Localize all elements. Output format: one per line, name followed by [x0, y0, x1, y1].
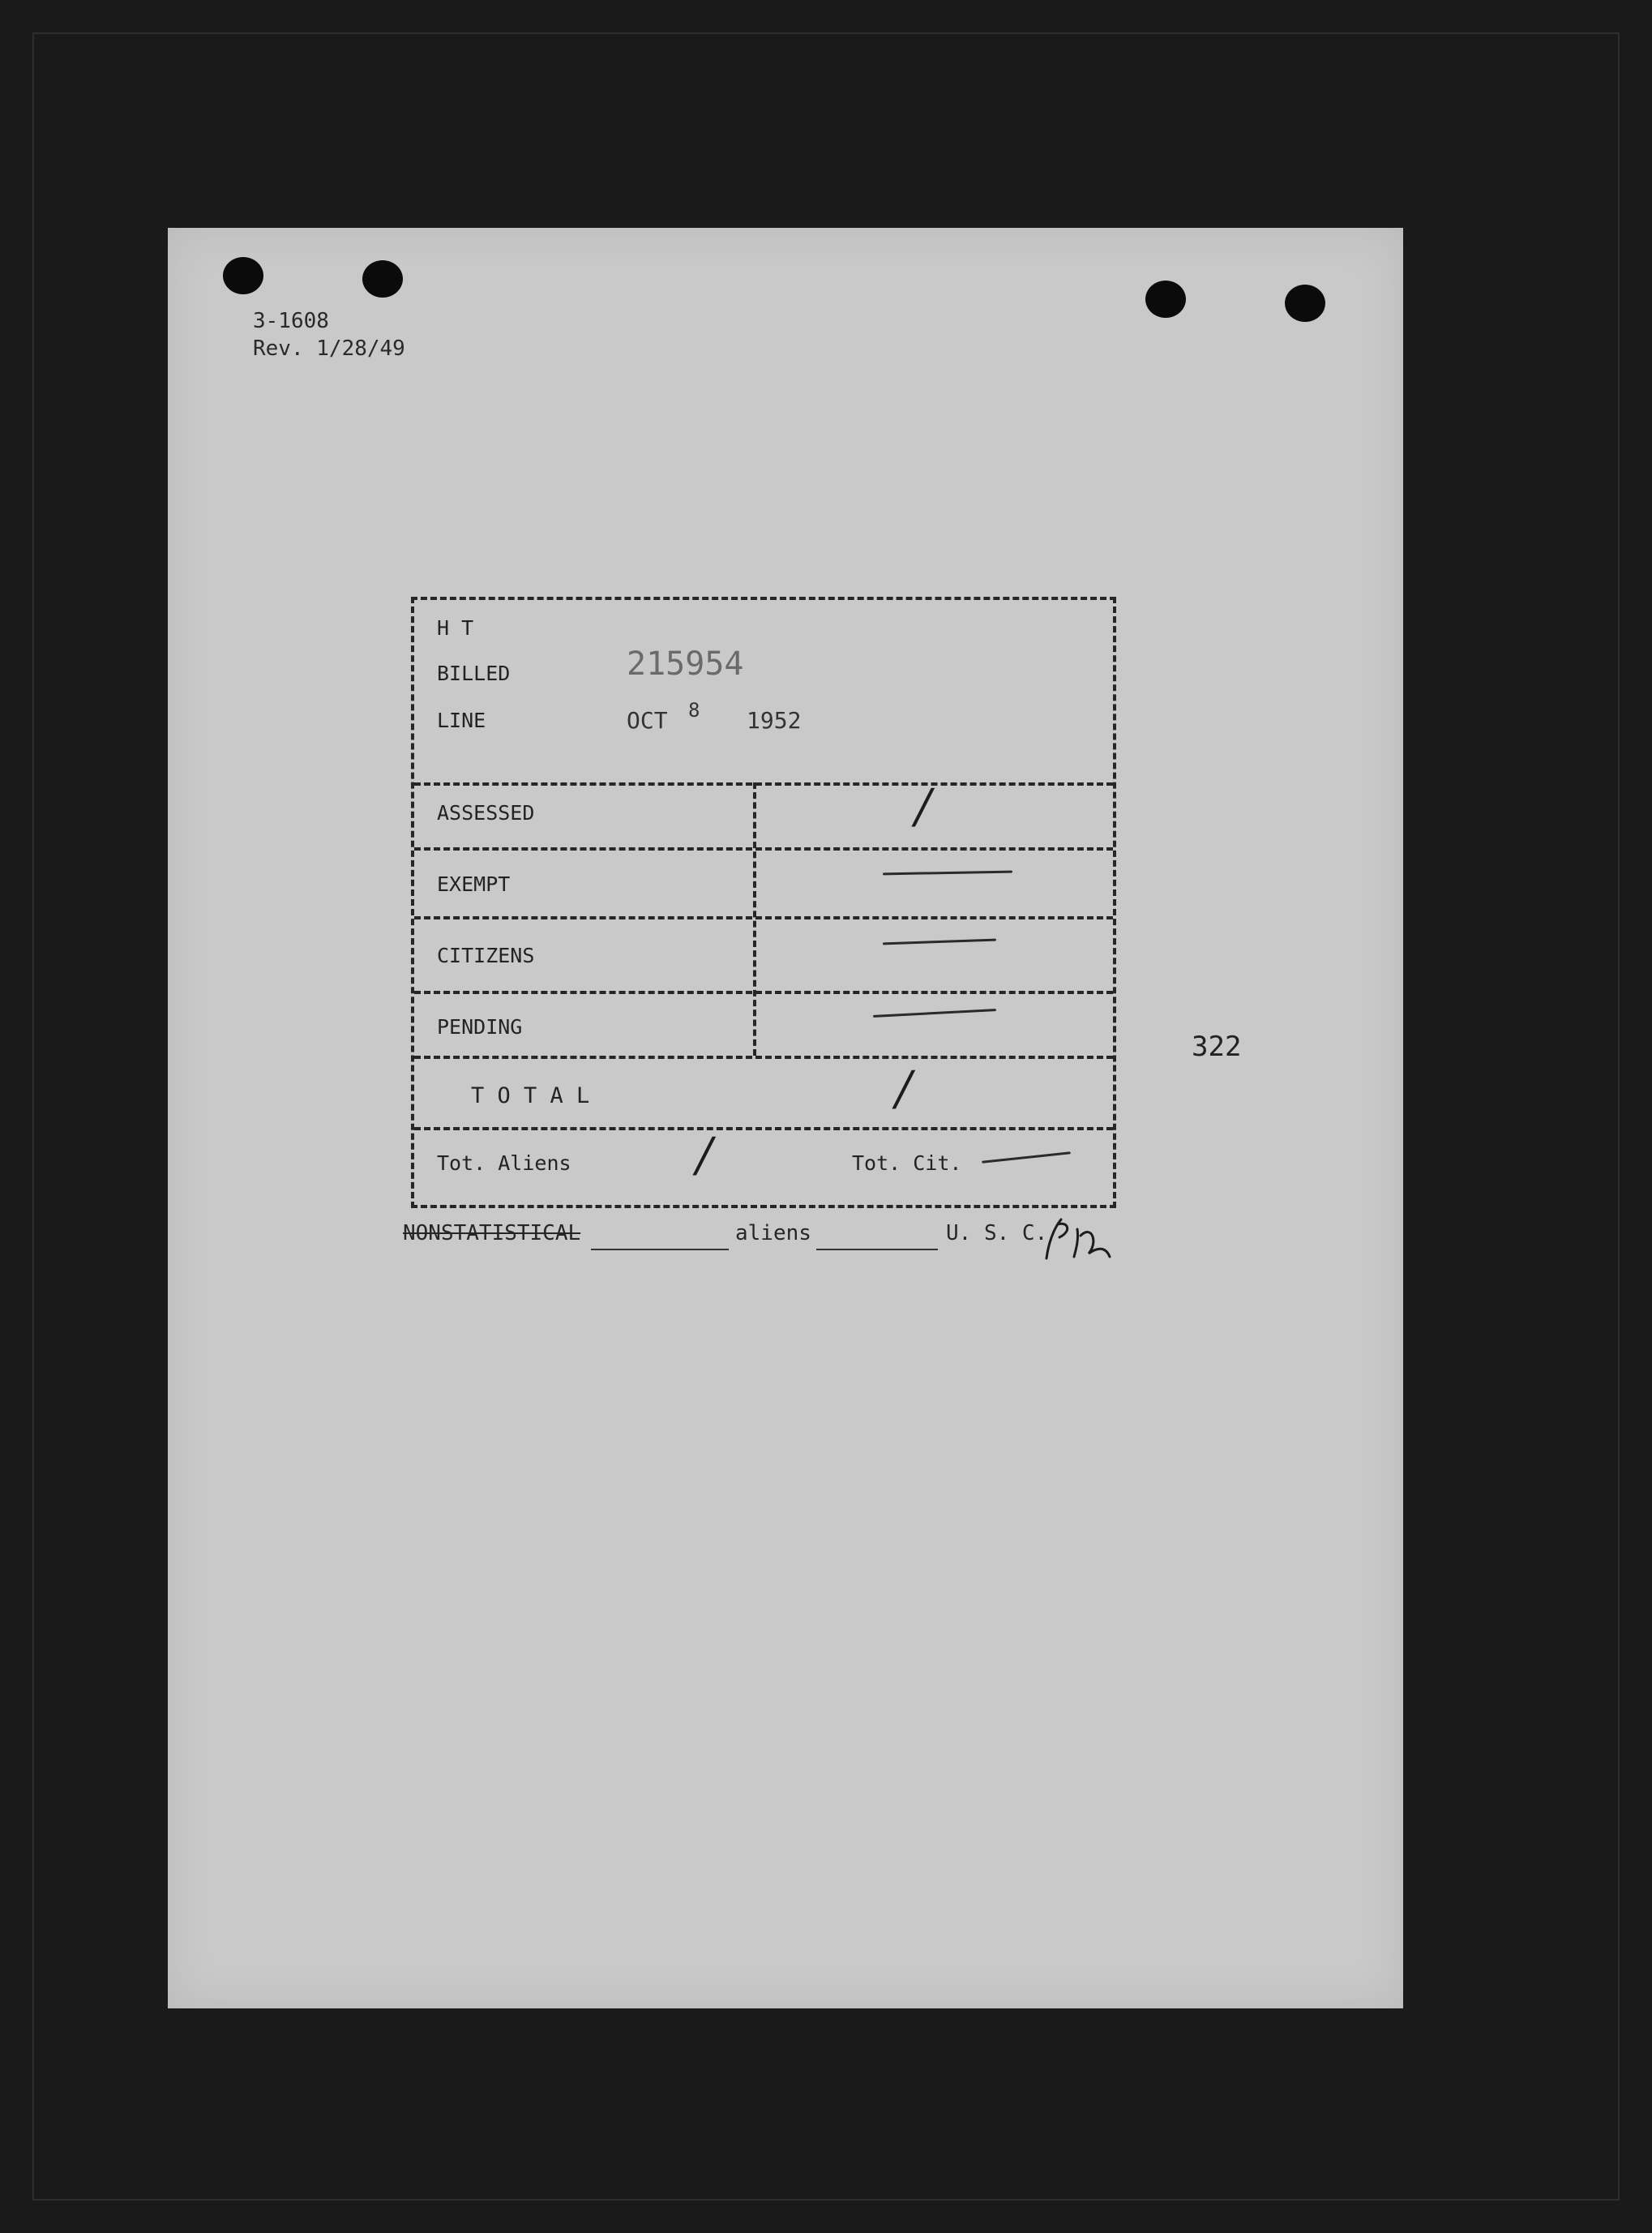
total-label: T O T A L: [471, 1083, 590, 1108]
nonstatistical-row: [403, 1213, 1132, 1262]
aliens-blank: [816, 1249, 938, 1250]
row-label-pending: PENDING: [437, 1015, 523, 1039]
nonstatistical-label: NONSTATISTICAL: [403, 1221, 581, 1245]
row-label-citizens: CITIZENS: [437, 944, 535, 967]
punch-hole-4: [1285, 285, 1325, 322]
line-date-year: 1952: [747, 707, 802, 734]
initials-signature: [1043, 1213, 1124, 1262]
header-line-line: LINE: [437, 709, 486, 732]
header-line-ht: H T: [437, 616, 474, 640]
divider: [414, 1056, 1113, 1059]
row-value-citizens-mark: [883, 939, 996, 945]
total-value: /: [896, 1061, 912, 1116]
form-code: 3-1608: [253, 309, 329, 333]
usc-label: U. S. C.: [946, 1221, 1048, 1245]
form-revision: Rev. 1/28/49: [253, 336, 405, 361]
row-value-assessed: /: [915, 778, 931, 834]
column-divider: [753, 782, 756, 1056]
row-label-exempt: EXEMPT: [437, 872, 511, 896]
header-line-billed: BILLED: [437, 662, 511, 685]
row-label-assessed: ASSESSED: [437, 801, 535, 825]
divider: [414, 847, 1113, 851]
divider: [414, 991, 1113, 994]
page-number: 322: [1192, 1031, 1242, 1063]
row-value-exempt-mark: [883, 871, 1012, 876]
nonstatistical-blank: [591, 1249, 729, 1250]
billed-number: 215954: [627, 645, 744, 683]
line-date-day: 8: [688, 699, 700, 722]
tot-aliens-label: Tot. Aliens: [437, 1151, 571, 1175]
punch-hole-1: [223, 257, 263, 294]
divider: [414, 782, 1113, 786]
punch-hole-2: [362, 260, 403, 298]
row-value-pending-mark: [873, 1009, 996, 1018]
aliens-label: aliens: [735, 1221, 811, 1245]
divider: [414, 1127, 1113, 1130]
tot-cit-label: Tot. Cit.: [852, 1151, 962, 1175]
punch-hole-3: [1145, 281, 1186, 318]
tot-cit-mark: [982, 1151, 1071, 1163]
divider: [414, 916, 1113, 919]
document-page: [168, 228, 1403, 2008]
line-date-month: OCT: [627, 707, 668, 734]
form-identifier: [253, 307, 405, 362]
tot-aliens-value: /: [696, 1127, 713, 1182]
tally-stamp: [411, 597, 1116, 1208]
